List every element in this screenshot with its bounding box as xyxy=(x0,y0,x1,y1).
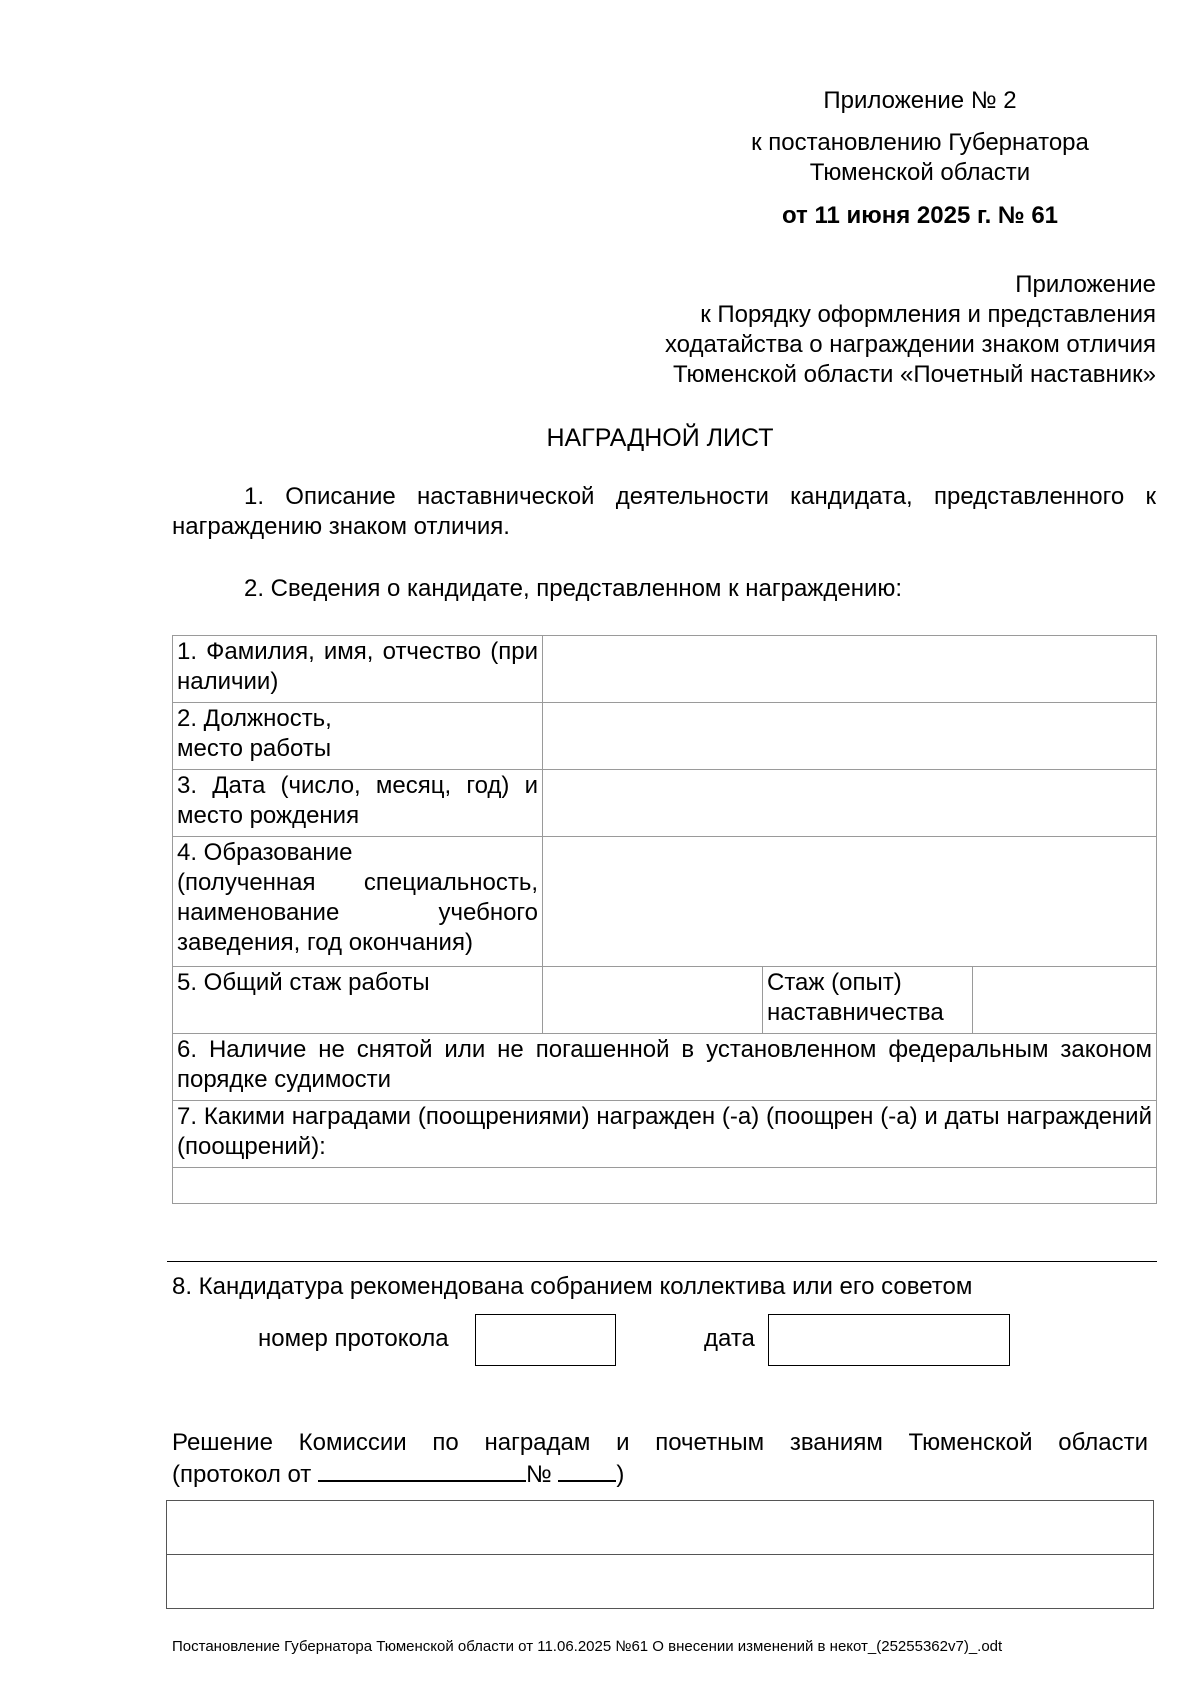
table-row xyxy=(173,1034,1157,1101)
decision-table xyxy=(166,1500,1154,1609)
candidate-info-table xyxy=(172,635,1157,1204)
full-name-label: 1. Фамилия, имя, отчество (при наличии) xyxy=(173,636,543,703)
commission-decision xyxy=(172,1428,1148,1490)
protocol-date-blank[interactable] xyxy=(318,1458,526,1482)
table-row xyxy=(173,967,1157,1034)
mentoring-experience-field[interactable] xyxy=(973,967,1157,1034)
recommendation-text: 8. Кандидатура рекомендована собранием коллектива или его советом xyxy=(172,1273,973,1300)
decree-reference-line2: Тюменской области xyxy=(809,159,1031,186)
total-experience-field[interactable] xyxy=(543,967,763,1034)
table-row xyxy=(173,770,1157,837)
appendix-block xyxy=(560,270,1156,390)
table-row xyxy=(167,1501,1154,1555)
birth-date-label: 3. Дата (число, месяц, год) и место рождения xyxy=(173,770,543,837)
position-label xyxy=(173,703,543,770)
education-label-line1: 4. Образование xyxy=(177,839,353,866)
position-label-line2: место работы xyxy=(177,735,332,762)
protocol-from-label: (протокол от xyxy=(172,1461,312,1488)
separator-line xyxy=(167,1261,1157,1262)
table-row xyxy=(173,1168,1157,1204)
table-row xyxy=(173,837,1157,967)
table-row xyxy=(173,1101,1157,1168)
decree-reference-line1: к постановлению Губернатора xyxy=(751,129,1089,156)
paragraph-2: 2. Сведения о кандидате, представленном к награждению: xyxy=(244,575,903,602)
footer-filename: Постановление Губернатора Тюменской области от 11.06.2025 №61 О внесении изменений в некот_(25255362v7)_.odt xyxy=(172,1638,1003,1655)
appendix-line1: Приложение xyxy=(1015,271,1156,298)
full-name-field[interactable] xyxy=(543,636,1157,703)
position-field[interactable] xyxy=(543,703,1157,770)
protocol-number-field[interactable] xyxy=(475,1314,616,1366)
table-row xyxy=(173,636,1157,703)
awards-label: 7. Какими наградами (поощрениями) награжден (-а) (поощрен (-а) и даты награждений (поощрений): xyxy=(173,1101,1157,1168)
date-label: дата xyxy=(704,1325,755,1352)
education-field[interactable] xyxy=(543,837,1157,967)
table-row xyxy=(167,1555,1154,1609)
decision-field-1[interactable] xyxy=(167,1501,1154,1555)
table-row xyxy=(173,703,1157,770)
appendix-number: Приложение № 2 xyxy=(823,87,1017,114)
closing-paren: ) xyxy=(616,1461,625,1488)
decision-field-2[interactable] xyxy=(167,1555,1154,1609)
position-label-line1: 2. Должность, xyxy=(177,705,332,732)
birth-date-field[interactable] xyxy=(543,770,1157,837)
education-label-line2: (полученная специальность, наименование учебного заведения, год окончания) xyxy=(177,869,538,956)
appendix-line4: Тюменской области «Почетный наставник» xyxy=(672,361,1156,388)
appendix-line3: ходатайства о награждении знаком отличия xyxy=(664,331,1156,358)
protocol-number-blank[interactable] xyxy=(558,1458,616,1482)
decree-date: от 11 июня 2025 г. № 61 xyxy=(781,202,1059,229)
appendix-line2: к Порядку оформления и представления xyxy=(700,301,1156,328)
total-experience-label: 5. Общий стаж работы xyxy=(173,967,543,1034)
document-title: НАГРАДНОЙ ЛИСТ xyxy=(546,424,774,452)
commission-decision-line1: Решение Комиссии по наградам и почетным званиям Тюменской области xyxy=(172,1429,1148,1456)
paragraph-1: 1. Описание наставнической деятельности кандидата, представленного к награждению знаком отличия. xyxy=(172,483,1156,540)
commission-decision-line2 xyxy=(172,1458,1148,1490)
protocol-no-label: № xyxy=(525,1461,552,1488)
awards-field[interactable] xyxy=(173,1168,1157,1204)
criminal-record-label: 6. Наличие не снятой или не погашенной в установленном федеральным законом порядке судимости xyxy=(173,1034,1157,1101)
mentoring-experience-label: Стаж (опыт) наставничества xyxy=(763,967,973,1034)
education-label xyxy=(173,837,543,967)
protocol-number-label: номер протокола xyxy=(258,1325,449,1352)
date-field[interactable] xyxy=(768,1314,1010,1366)
